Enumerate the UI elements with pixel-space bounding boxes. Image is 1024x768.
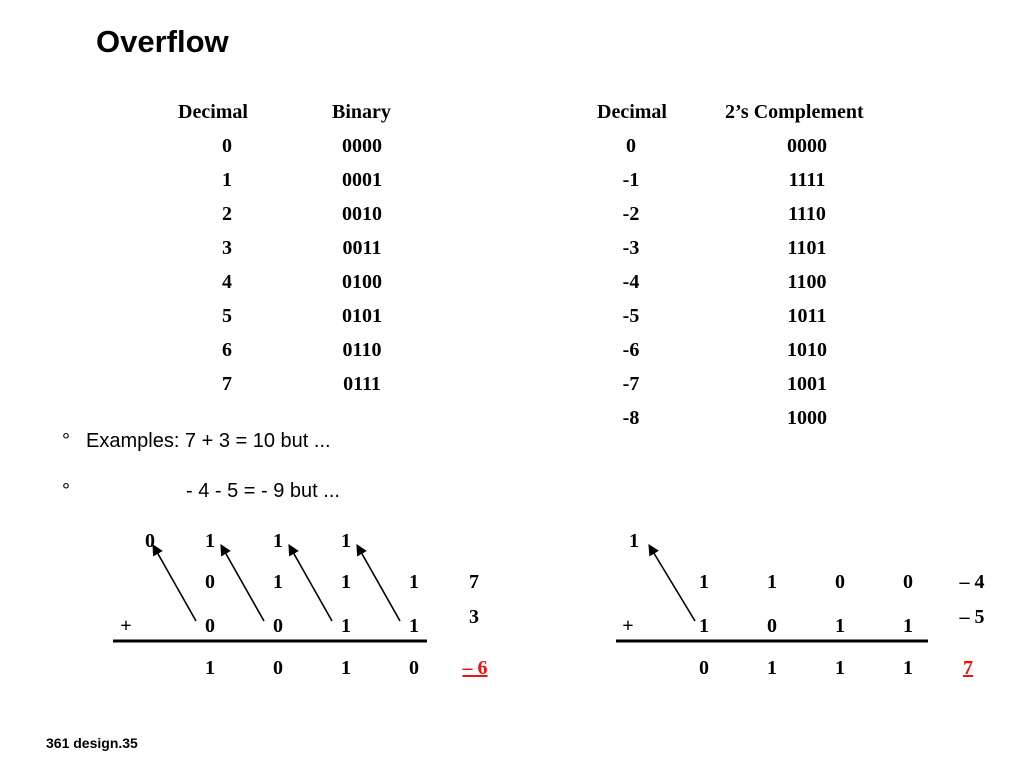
- left-table-cell-binary: 0111: [343, 373, 381, 395]
- addend2-value: 3: [469, 606, 479, 628]
- carry-bit: 1: [273, 530, 283, 552]
- carry-bit: 1: [629, 530, 639, 552]
- right-table-cell-decimal: -5: [622, 305, 640, 327]
- sum-bit: 1: [767, 657, 777, 679]
- right-table-cell-decimal: -7: [622, 373, 640, 395]
- addend1-value: 7: [469, 571, 479, 593]
- plus-sign: +: [622, 615, 634, 637]
- right-table-cell-twos-complement: 1101: [787, 237, 827, 259]
- right-table-cell-twos-complement: 0000: [787, 135, 827, 157]
- addend1-bit: 1: [273, 571, 283, 593]
- left-table-cell-decimal: 7: [222, 373, 232, 395]
- right-table-cell-twos-complement: 1010: [787, 339, 827, 361]
- addend2-bit: 1: [903, 615, 913, 637]
- left-table-header-binary: Binary: [332, 101, 391, 123]
- right-table-cell-twos-complement: 1100: [787, 271, 827, 293]
- right-table-header-decimal: Decimal: [597, 101, 667, 123]
- right-table-cell-decimal: -3: [622, 237, 640, 259]
- left-table-cell-binary: 0001: [342, 169, 382, 191]
- left-table-header-decimal: Decimal: [178, 101, 248, 123]
- left-table-cell-decimal: 4: [222, 271, 232, 293]
- addend2-bit: 0: [767, 615, 777, 637]
- addend2-value: – 5: [959, 606, 985, 628]
- left-table-cell-binary: 0101: [342, 305, 382, 327]
- addend1-bit: 1: [409, 571, 419, 593]
- addend1-bit: 0: [205, 571, 215, 593]
- right-table-cell-twos-complement: 1001: [787, 373, 827, 395]
- plus-sign: +: [120, 615, 132, 637]
- left-table-cell-decimal: 0: [222, 135, 232, 157]
- right-table-header-twos-complement: 2’s Complement: [725, 101, 864, 123]
- carry-arrow-4: [357, 545, 400, 621]
- right-table-cell-decimal: -1: [622, 169, 640, 191]
- addend2-bit: 1: [835, 615, 845, 637]
- right-table-cell-twos-complement: 1011: [787, 305, 827, 327]
- bullet-text-negative-example: - 4 - 5 = - 9 but ...: [186, 480, 340, 502]
- addend1-bit: 1: [341, 571, 351, 593]
- addend2-bit: 0: [205, 615, 215, 637]
- addend1-bit: 1: [767, 571, 777, 593]
- sum-bit: 1: [341, 657, 351, 679]
- addend2-bit: 1: [409, 615, 419, 637]
- bullet-marker-2: °: [62, 480, 70, 502]
- right-table-cell-decimal: -8: [622, 407, 640, 429]
- left-table-cell-decimal: 6: [222, 339, 232, 361]
- right-table-cell-twos-complement: 1110: [788, 203, 826, 225]
- carry-bit: 1: [205, 530, 215, 552]
- sum-bit: 1: [903, 657, 913, 679]
- sum-bit: 1: [205, 657, 215, 679]
- left-table-cell-binary: 0011: [342, 237, 382, 259]
- left-table-cell-decimal: 5: [222, 305, 232, 327]
- slide-title: Overflow: [96, 24, 229, 59]
- left-table-cell-decimal: 1: [222, 169, 232, 191]
- carry-arrow-3: [289, 545, 332, 621]
- sum-bit: 1: [835, 657, 845, 679]
- right-table-cell-decimal: -4: [622, 271, 640, 293]
- overflow-result: 7: [963, 657, 973, 679]
- left-table-cell-decimal: 3: [222, 237, 232, 259]
- addend1-value: – 4: [959, 571, 985, 593]
- bullet-marker-1: °: [62, 430, 70, 452]
- overflow-result: – 6: [462, 657, 488, 679]
- addend1-bit: 0: [835, 571, 845, 593]
- right-table-cell-twos-complement: 1111: [788, 169, 826, 191]
- carry-arrow-1: [153, 545, 196, 621]
- carry-bit: 0: [145, 530, 155, 552]
- left-table-cell-binary: 0010: [342, 203, 382, 225]
- left-table-cell-binary: 0000: [342, 135, 382, 157]
- left-table-cell-binary: 0110: [342, 339, 382, 361]
- sum-bit: 0: [273, 657, 283, 679]
- right-table-cell-decimal: -6: [622, 339, 640, 361]
- addend1-bit: 1: [699, 571, 709, 593]
- sum-bit: 0: [699, 657, 709, 679]
- right-table-cell-twos-complement: 1000: [787, 407, 827, 429]
- addend2-bit: 1: [699, 615, 709, 637]
- sum-bit: 0: [409, 657, 419, 679]
- right-table-cell-decimal: -2: [622, 203, 640, 225]
- left-table-cell-binary: 0100: [342, 271, 382, 293]
- slide-footer: 361 design.35: [46, 735, 138, 751]
- addend2-bit: 0: [273, 615, 283, 637]
- right-table-cell-decimal: 0: [626, 135, 636, 157]
- left-table-cell-decimal: 2: [222, 203, 232, 225]
- carry-bit: 1: [341, 530, 351, 552]
- bullet-text-examples: Examples: 7 + 3 = 10 but ...: [86, 430, 331, 452]
- addend2-bit: 1: [341, 615, 351, 637]
- addend1-bit: 0: [903, 571, 913, 593]
- carry-arrow-2: [221, 545, 264, 621]
